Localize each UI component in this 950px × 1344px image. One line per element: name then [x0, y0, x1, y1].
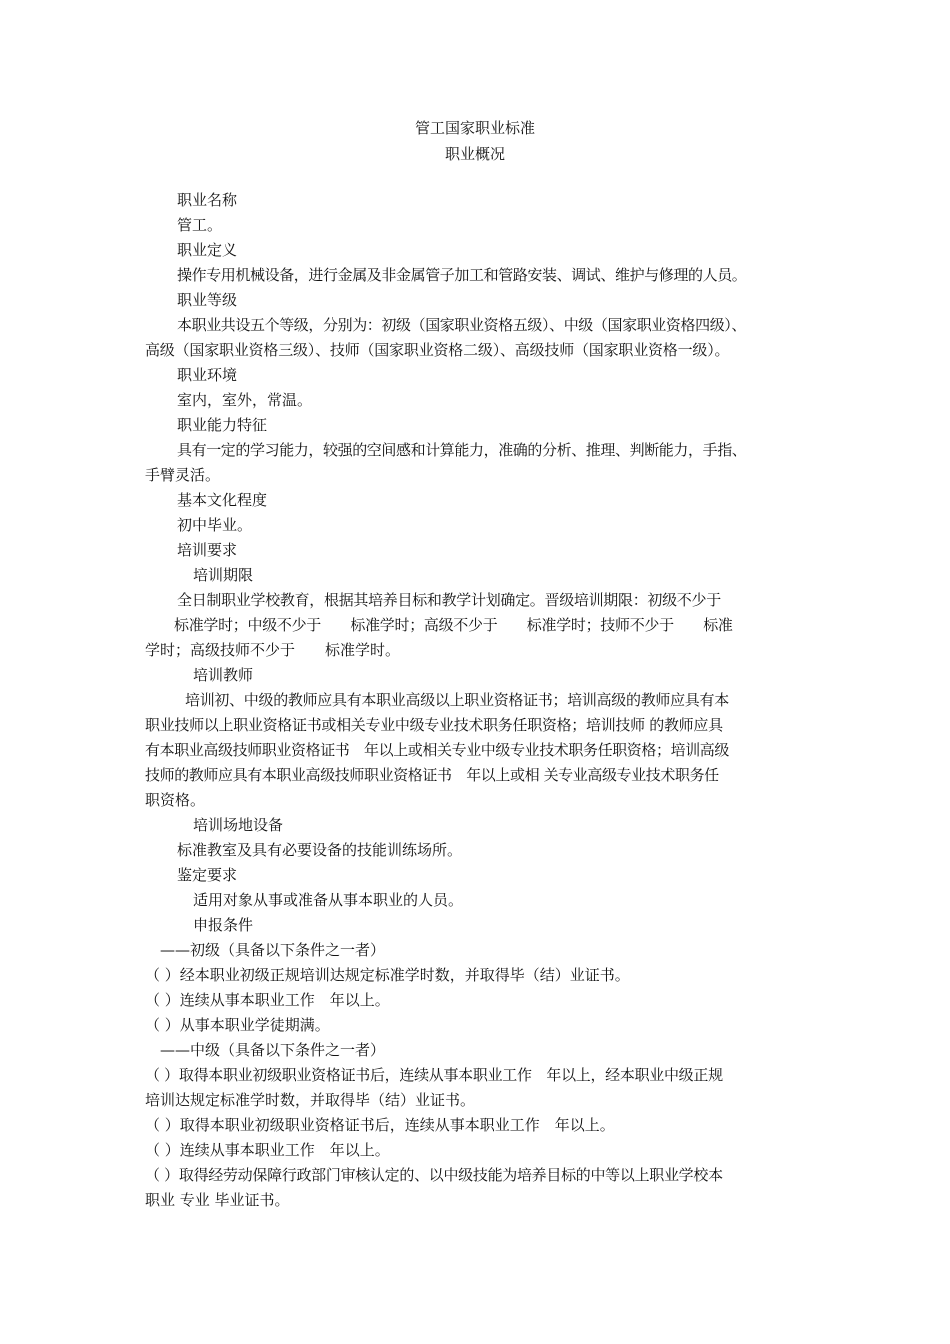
text-line: 操作专用机械设备，进行金属及非金属管子加工和管路安装、调试、维护与修理的人员。 — [177, 266, 747, 284]
text-line: 具有一定的学习能力，较强的空间感和计算能力，准确的分析、推理、判断能力，手指、 — [177, 441, 747, 459]
text-line: 技师的教师应具有本职业高级技师职业资格证书 年以上或相 关专业高级专业技术职务任 — [145, 766, 719, 784]
document-title: 管工国家职业标准 — [414, 119, 535, 137]
level-heading: ——中级（具备以下条件之一者） — [160, 1041, 386, 1059]
condition-item: （ ）取得经劳动保障行政部门审核认定的、以中级技能为培养目标的中等以上职业学校本 — [145, 1166, 723, 1184]
heading-line: 鉴定要求 — [177, 866, 238, 884]
text-line: 全日制职业学校教育，根据其培养目标和教学计划确定。晋级培训期限：初级不少于 — [177, 591, 721, 609]
text-line: 有本职业高级技师职业资格证书 年以上或相关专业中级专业技术职务任职资格；培训高级 — [145, 741, 730, 759]
condition-item: （ ）取得本职业初级职业资格证书后，连续从事本职业工作 年以上。 — [145, 1116, 615, 1134]
text-line: 适用对象从事或准备从事本职业的人员。 — [193, 891, 464, 909]
heading-line: 培训要求 — [177, 541, 238, 559]
heading-line: 职业能力特征 — [177, 416, 268, 434]
condition-item: （ ）取得本职业初级职业资格证书后，连续从事本职业工作 年以上，经本职业中级正规 — [145, 1066, 723, 1084]
condition-item-continued: 培训达规定标准学时数，并取得毕（结）业证书。 — [145, 1091, 476, 1109]
level-heading: ——初级（具备以下条件之一者） — [160, 941, 386, 959]
condition-item-continued: 职业 专业 毕业证书。 — [145, 1191, 290, 1209]
heading-line: 职业名称 — [177, 191, 238, 209]
text-line: 本职业共设五个等级，分别为：初级（国家职业资格五级）、中级（国家职业资格四级）、 — [177, 316, 747, 334]
text-line: 初中毕业。 — [177, 516, 253, 534]
text-line: 标准教室及具有必要设备的技能训练场所。 — [177, 841, 463, 859]
section-title: 职业概况 — [444, 145, 505, 163]
text-line: 管工。 — [177, 216, 223, 234]
heading-line: 职业等级 — [177, 291, 238, 309]
text-line: 职业技师以上职业资格证书或相关专业中级专业技术职务任职资格；培训技师 的教师应具 — [145, 716, 723, 734]
heading-line: 职业定义 — [177, 241, 238, 259]
condition-item: （ ）连续从事本职业工作 年以上。 — [145, 991, 390, 1009]
condition-item: （ ）从事本职业学徒期满。 — [145, 1016, 330, 1034]
text-line: 手臂灵活。 — [145, 466, 221, 484]
subheading-line: 申报条件 — [193, 916, 254, 934]
condition-item: （ ）连续从事本职业工作 年以上。 — [145, 1141, 390, 1159]
condition-item: （ ）经本职业初级正规培训达规定标准学时数，并取得毕（结）业证书。 — [145, 966, 630, 984]
subheading-line: 培训场地设备 — [193, 816, 284, 834]
heading-line: 基本文化程度 — [177, 491, 268, 509]
text-line: 职资格。 — [145, 791, 206, 809]
text-line: 培训初、中级的教师应具有本职业高级以上职业资格证书；培训高级的教师应具有本 — [185, 691, 729, 709]
subheading-line: 培训期限 — [193, 566, 254, 584]
text-line: 高级（国家职业资格三级）、技师（国家职业资格二级）、高级技师（国家职业资格一级）。 — [145, 341, 730, 359]
text-line: 标准学时；中级不少于 标准学时；高级不少于 标准学时；技师不少于 标准 — [174, 616, 733, 634]
text-line: 学时；高级技师不少于 标准学时。 — [145, 641, 401, 659]
subheading-line: 培训教师 — [193, 666, 254, 684]
heading-line: 职业环境 — [177, 366, 238, 384]
text-line: 室内，室外，常温。 — [177, 391, 313, 409]
